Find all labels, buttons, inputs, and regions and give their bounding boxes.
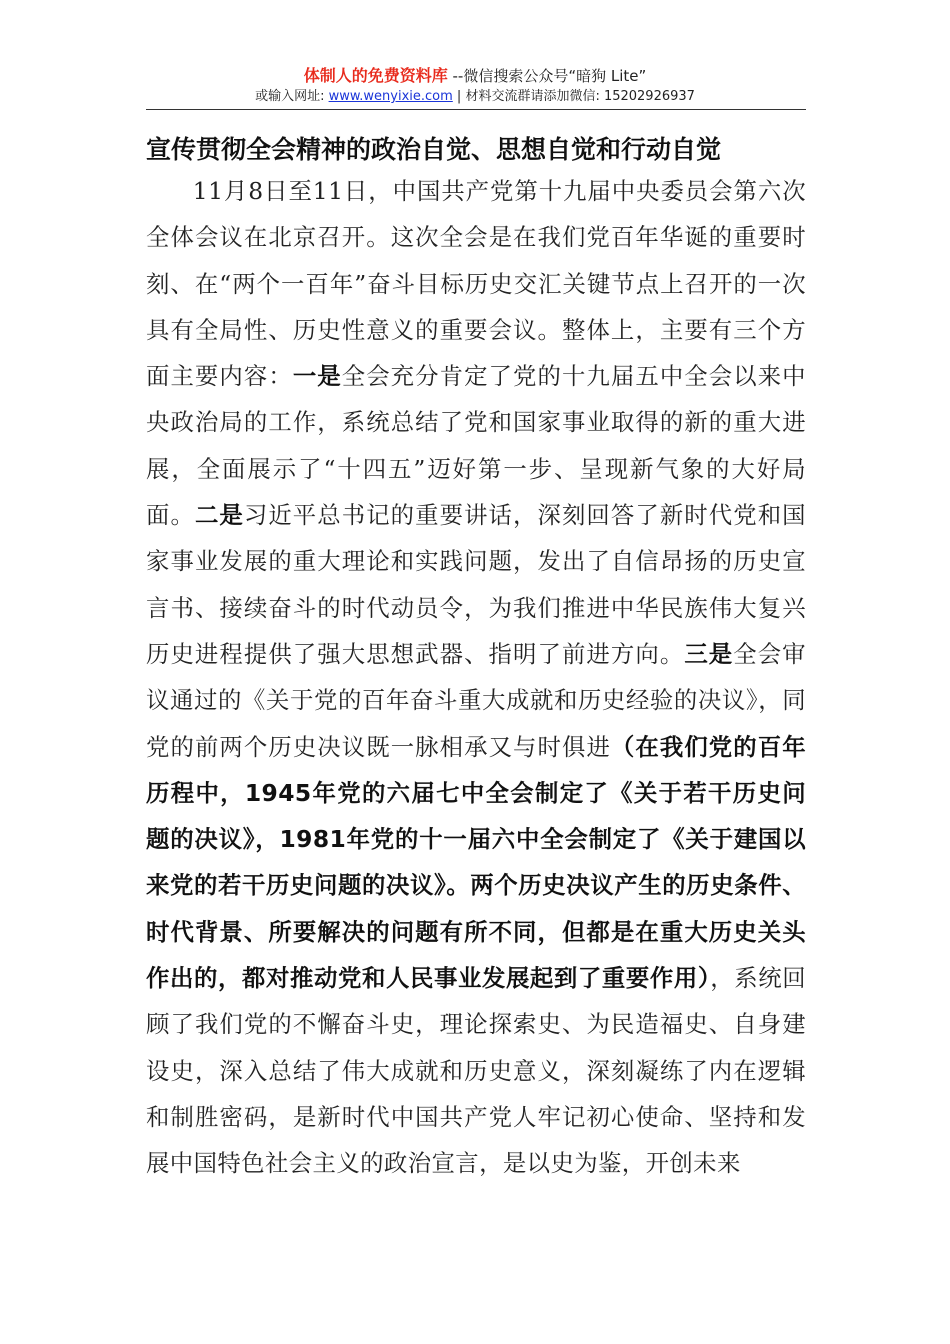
paragraph-text-closing: ，系统回顾了我们党的不懈奋斗史，理论探索史、为民造福史、自身建设史，深入总结了伟大成就和历史意义，深刻凝练了内在逻辑和制胜密码，是新时代中国共产党人牢记初心使命、坚持和发展中国特色社会主义的政治宣言，是以史为鉴，开创未来 — [146, 964, 806, 1178]
header-brand: 体制人的免费资料库 — [303, 66, 448, 85]
paragraph-text-intro: 11月8日至11日，中国共产党第十九届中央委员会第六次全体会议在北京召开。这次全会是在我们党百年华诞的重要时刻、在“两个一百年”奋斗目标历史交汇关键节点上召开的一次具有全局性、历史性意义的重要会议。整体上，主要有三个方面主要内容： — [146, 177, 806, 391]
header-divider — [146, 109, 806, 110]
bold-historical-note: （在我们党的百年历程中，1945年党的六届七中全会制定了《关于若干历史问题的决议》，1981年党的十一届六中全会制定了《关于建国以来党的若干历史问题的决议》。两个历史决议产生的历史条件、时代背景、所要解决的问题有所不同，但都是在重大历史关头作出的，都对推动党和人民事业发展起到了重要作用） — [146, 732, 806, 993]
header-contact: | 材料交流群请添加微信: 15202926937 — [452, 89, 695, 104]
header-line-1 — [0, 66, 950, 86]
document-title: 宣传贯彻全会精神的政治自觉、思想自觉和行动自觉 — [146, 135, 722, 164]
marker-first: 一是 — [292, 362, 342, 391]
marker-third: 三是 — [684, 639, 734, 668]
paragraph-text-second: 习近平总书记的重要讲话，深刻回答了新时代党和国家事业发展的重大理论和实践问题，发出了自信昂扬的历史宣言书、接续奋斗的时代动员令，为我们推进中华民族伟大复兴历史进程提供了强大思想武器、指明了前进方向。 — [146, 501, 806, 668]
page-header — [0, 66, 950, 106]
paragraph-text-first: 全会充分肯定了党的十九届五中全会以来中央政治局的工作，系统总结了党和国家事业取得的新的重大进展，全面展示了“十四五”迈好第一步、呈现新气象的大好局面。 — [146, 362, 806, 530]
marker-second: 二是 — [194, 501, 244, 530]
header-url-prefix: 或输入网址: — [255, 89, 329, 104]
body-paragraph — [146, 168, 806, 1187]
paragraph-text-third: 全会审议通过的《关于党的百年奋斗重大成就和历史经验的决议》，同党的前两个历史决议既一脉相承又与时俱进 — [146, 639, 806, 761]
header-tagline: --微信搜索公众号“暗狗 Lite” — [447, 67, 647, 85]
header-website-link[interactable]: www.wenyixie.com — [328, 89, 453, 104]
header-line-2 — [0, 88, 950, 106]
